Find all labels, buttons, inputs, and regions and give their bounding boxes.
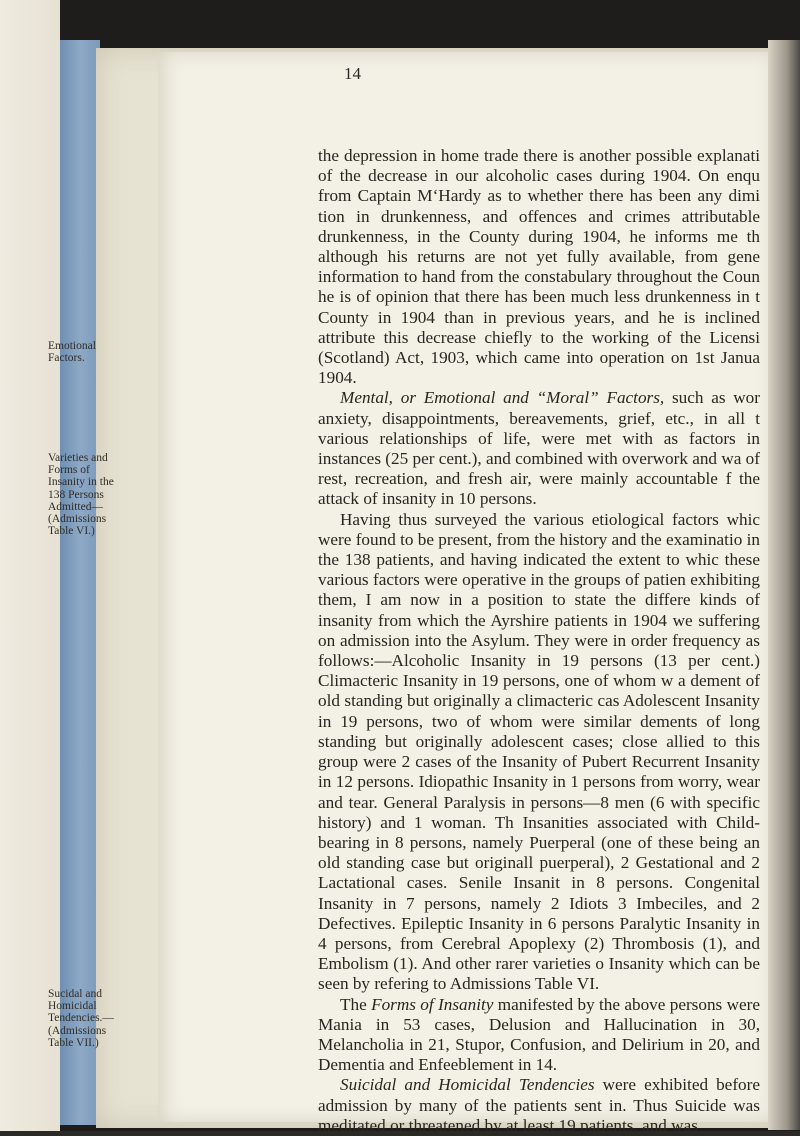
paragraph [318,995,760,1076]
margin-note-line: Sucidal and [48,988,102,1000]
paragraph-text: Having thus surveyed the various etiological factors whic were found to be present, from the history and the examinatio in the 138 patients, and having indicated the extent to whic these various factors were operative in the groups of patien exhibiting them, I am now in a position to state the differe kinds of insanity from which the Ayrshire patients in 1904 we suffering on admission into the Asylum. They were in order frequency as follows:—Alcoholic Insanity in 19 persons (13 per cent.) Climacteric Insanity in 19 persons, one of whom w a dement of old standing but originally a climacteric cas Adolescent Insanity in 19 persons, two of whom were similar dements of long standing but originally adolescent cases; close allied to this group were 2 cases of the Insanity of Pubert Recurrent Insanity in 12 persons. Idiopathic Insanity in 1 persons from worry, wear and tear. General Paralysis in persons—8 men (6 with specific history) and 1 woman. Th Insanities associated with Child-bearing in 8 persons, namely Puerperal (one of these being an old standing case but originall puerperal), 2 Gestational and 2 Lactational cases. Senile Insanit in 8 persons. Congenital Insanity in 7 persons, namely 2 Idiots 3 Imbeciles, and 2 Defectives. Epileptic Insanity in 6 persons Paralytic Insanity in 4 persons, from Cerebral Apoplexy (2) Thrombosis (1), and Embolism (1). And other rarer varieties o Insanity which can be seen by refering to Admissions Table VI. [318,509,760,994]
book-spine [60,40,100,1125]
margin-note-line: Forms of [48,464,90,477]
margin-note-emotional-factors [48,340,158,364]
paragraph-text: manifested by the above persons were Mania in 53 cases, Delusion and Hallucination in 30, Melancholia in 21, Stupor, Confusion, and Delirium in 20, and Dementia and Enfeeblement in 14. [318,994,760,1075]
margin-note-line: Emotional [48,340,96,352]
paragraph-text: the depression in home trade there is another possible explanati of the decrease in our alcoholic cases during 1904. On enqu from Captain M‘Hardy as to whether there has been any dimi tion in drunkenness, and offences and crimes attributable drunkenness, in the County during 1904, he informs me th although his returns are not yet fully available, from gene information to hand from the constabulary throughout the Coun he is of opinion that there has been much less drunkenness in t County in 1904 than in previous years, and he is inclined attribute this decrease chiefly to the working of the Licensi (Scotland) Act, 1903, which came into operation on 1st Janua 1904. [318,146,760,388]
margin-note-line: (Admissions [48,1024,107,1037]
paragraph [318,146,760,388]
margin-note-line: Homicidal [48,1000,97,1013]
margin-note-line: 138 Persons [48,488,104,501]
paragraph [318,388,760,509]
paragraph [318,510,760,995]
paragraph-lead-italic: Mental, or Emotional and “Moral” Factors, [340,388,665,408]
margin-note-line: Varieties and [48,452,108,464]
paragraph-lead: The [340,994,372,1014]
margin-note-line: (Admissions [48,513,107,526]
page-number: 14 [344,64,361,83]
margin-note-line: Table VI.) [48,525,95,538]
margin-note-line: Factors. [48,352,85,365]
paragraph-text: such as wor anxiety, disappointments, bereavements, grief, etc., in all t various relationships of life, were met with as factors in instances (25 per cent.), and combined with overwork and wa of rest, recreation, and fresh air, were mainly accountable f the attack of insanity in 10 persons. [318,388,760,509]
margin-note-varieties [48,452,158,537]
margin-note-line: Tendencies.— [48,1012,114,1025]
next-page-edge [768,40,800,1130]
paragraph-text: were exhibited before admission by many of the patients sent in. Thus Suicide was meditated or threatened by at least 19 patients, and was [318,1075,760,1135]
previous-page-edge [0,0,60,1131]
paragraph-lead-italic: Suicidal and Homicidal Tendencies [340,1075,595,1095]
body-text [318,146,760,1136]
margin-note-line: Table VII.) [48,1036,99,1049]
margin-note-suicidal [48,988,158,1049]
margin-note-line: Insanity in the [48,476,114,489]
paragraph [318,1075,760,1136]
paragraph-lead-italic: Forms of Insanity [371,994,494,1014]
margin-note-line: Admitted— [48,500,103,513]
